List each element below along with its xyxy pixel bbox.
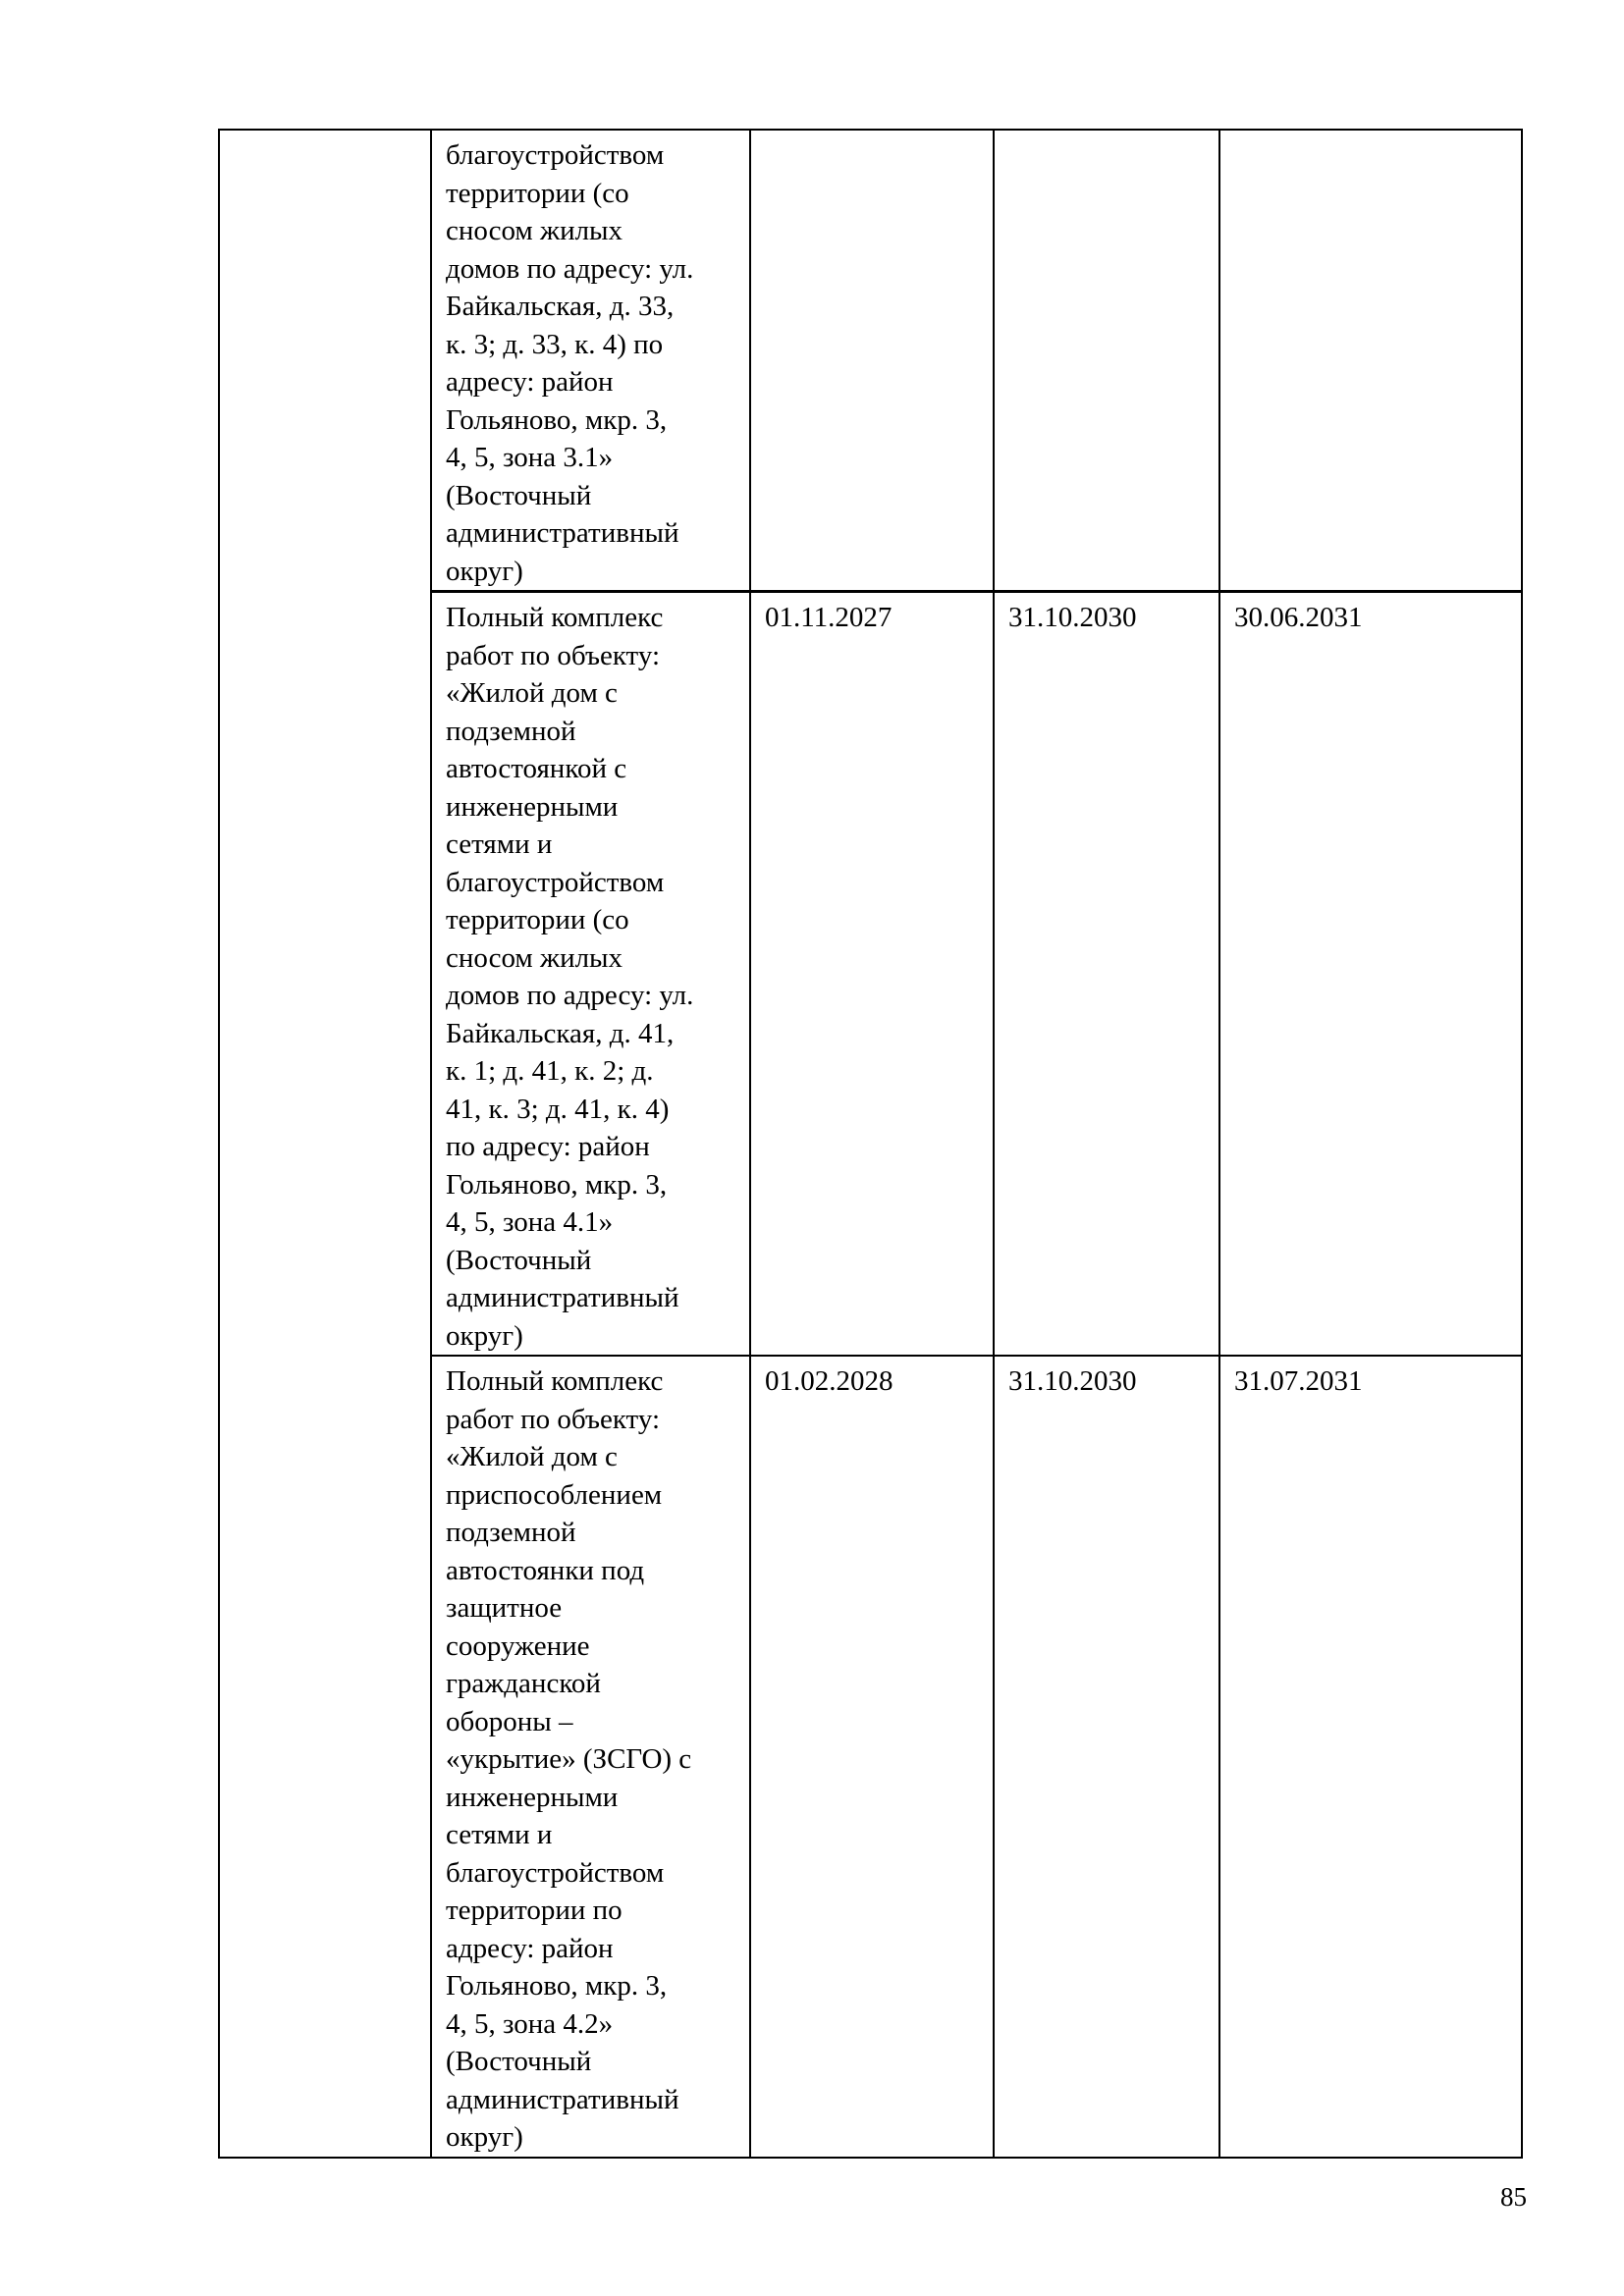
table-cell-description	[431, 130, 750, 592]
table-row	[219, 130, 1522, 592]
object-description: Полный комплекс работ по объекту: «Жилой дом с приспособлением подземной автостоянки под защитное сооружение гражданской обороны – «укрытие» (ЗСГО) с инженерными сетями и благоустройством территории по адресу: район Гольяново, мкр. 3, 4, 5, зона 4.2» (Восточный административный округ)	[446, 1365, 692, 2153]
table-cell-final-date: 31.07.2031	[1219, 1356, 1522, 2158]
table-cell-merged-first-column	[219, 130, 431, 2158]
table-cell-start-date: 01.02.2028	[750, 1356, 994, 2158]
page-number: 85	[1500, 2182, 1527, 2212]
schedule-table	[218, 129, 1523, 2159]
object-description: благоустройством территории (со сносом жилых домов по адресу: ул. Байкальская, д. 33, к. 3; д. 33, к. 4) по адресу: район Гольяново, мкр. 3, 4, 5, зона 3.1» (Восточный административный округ)	[446, 139, 694, 587]
table-cell-end-date: 31.10.2030	[994, 592, 1219, 1357]
table-cell-final-date	[1219, 130, 1522, 592]
table-cell-final-date: 30.06.2031	[1219, 592, 1522, 1357]
table-cell-end-date: 31.10.2030	[994, 1356, 1219, 2158]
table-cell-start-date	[750, 130, 994, 592]
table-cell-description	[431, 1356, 750, 2158]
table-cell-end-date	[994, 130, 1219, 592]
object-description: Полный комплекс работ по объекту: «Жилой дом с подземной автостоянкой с инженерными сетями и благоустройством территории (со сносом жилых домов по адресу: ул. Байкальская, д. 41, к. 1; д. 41, к. 2; д. 41, к. 3; д. 41, к. 4) по адресу: район Гольяново, мкр. 3, 4, 5, зона 4.1» (Восточный административный округ)	[446, 602, 694, 1352]
table-cell-start-date: 01.11.2027	[750, 592, 994, 1357]
table-cell-description	[431, 592, 750, 1357]
